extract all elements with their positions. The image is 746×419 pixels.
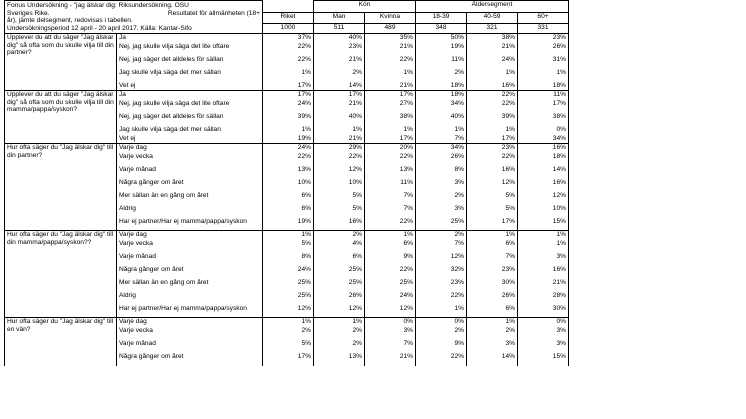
base-18-39: 348 xyxy=(416,23,467,34)
answer-label: Nej, jag skulle vilja säga det lite oftare xyxy=(119,42,230,50)
value-man: 2% xyxy=(314,231,365,240)
value-man: 6% xyxy=(314,253,365,266)
value-60plus: 3% xyxy=(518,253,569,266)
value-kvinna: 22% xyxy=(365,56,416,69)
value-kvinna: 24% xyxy=(365,292,416,305)
value-60plus: 30% xyxy=(518,305,569,318)
answer-label: Varje månad xyxy=(119,252,156,260)
value-60plus: 0% xyxy=(518,126,569,135)
value-man: 5% xyxy=(314,205,365,218)
value-40-59: 1% xyxy=(467,69,518,82)
value-60plus: 0% xyxy=(518,318,569,327)
answer-label: Mer sällan än en gång om året xyxy=(119,278,209,286)
answer-label: Varje dag xyxy=(117,318,263,327)
value-man: 26% xyxy=(314,292,365,305)
value-kvinna: 22% xyxy=(365,266,416,279)
value-riket: 25% xyxy=(263,292,314,305)
header-spacer xyxy=(263,1,314,13)
value-riket: 22% xyxy=(263,153,314,166)
info-line-1: Fonus Undersökning - "jag älskar dig: Riksundersökning. OSU xyxy=(7,2,189,9)
value-18-39: 3% xyxy=(416,179,467,192)
question-text: Upplever du att du säger "Jag älskar dig" så ofta som du skulle vilja till din partner? xyxy=(5,34,117,91)
answer-label: Har ej partner/Har ej mamma/pappa/syskon xyxy=(119,304,247,312)
value-18-39: 19% xyxy=(416,43,467,56)
value-18-39: 25% xyxy=(416,218,467,231)
value-40-59: 3% xyxy=(467,340,518,353)
value-40-59: 1% xyxy=(467,231,518,240)
answer-label: Nej, jag säger det alldeles för sällan xyxy=(119,55,224,63)
group-header-kon: Kön xyxy=(314,1,416,13)
value-kvinna: 1% xyxy=(365,126,416,135)
value-man: 1% xyxy=(314,318,365,327)
value-kvinna: 17% xyxy=(365,135,416,144)
value-kvinna: 13% xyxy=(365,166,416,179)
value-kvinna: 0% xyxy=(365,318,416,327)
value-18-39: 12% xyxy=(416,253,467,266)
value-man: 2% xyxy=(314,340,365,353)
value-60plus: 18% xyxy=(518,153,569,166)
value-kvinna: 3% xyxy=(365,327,416,340)
value-riket: 22% xyxy=(263,43,314,56)
table-row xyxy=(5,231,569,240)
value-40-59: 1% xyxy=(467,318,518,327)
value-18-39: 1% xyxy=(416,126,467,135)
answer-label: Varje månad xyxy=(119,339,156,347)
value-18-39: 32% xyxy=(416,266,467,279)
value-60plus: 1% xyxy=(518,69,569,82)
value-60plus: 16% xyxy=(518,266,569,279)
value-riket: 1% xyxy=(263,126,314,135)
value-40-59: 7% xyxy=(467,253,518,266)
value-40-59: 17% xyxy=(467,218,518,231)
value-60plus: 17% xyxy=(518,100,569,113)
answer-label: Aldrig xyxy=(119,291,136,299)
value-kvinna: 1% xyxy=(365,231,416,240)
info-line-3: år), jämte delsegment, redovisas i tabellen. xyxy=(7,17,133,25)
value-riket: 39% xyxy=(263,113,314,126)
value-kvinna: 27% xyxy=(365,100,416,113)
value-kvinna: 7% xyxy=(365,340,416,353)
value-man: 29% xyxy=(314,144,365,153)
answer-label: Några gånger om året xyxy=(119,265,184,273)
answer-label: Jag skulle vilja säga det mer sällan xyxy=(119,125,221,133)
info-line-2 xyxy=(7,10,260,18)
value-18-39: 18% xyxy=(416,82,467,91)
value-kvinna: 9% xyxy=(365,253,416,266)
value-18-39: 50% xyxy=(416,34,467,43)
value-60plus: 21% xyxy=(518,279,569,292)
value-kvinna: 7% xyxy=(365,192,416,205)
answer-label: Några gånger om året xyxy=(119,352,184,360)
value-18-39: 7% xyxy=(416,135,467,144)
value-18-39: 18% xyxy=(416,91,467,100)
value-man: 14% xyxy=(314,82,365,91)
value-riket: 10% xyxy=(263,179,314,192)
col-header-riket: Riket xyxy=(263,12,314,23)
value-60plus: 38% xyxy=(518,113,569,126)
col-header-18-39: 18-39 xyxy=(416,12,467,23)
value-18-39: 34% xyxy=(416,100,467,113)
value-40-59: 17% xyxy=(467,135,518,144)
value-riket: 6% xyxy=(263,192,314,205)
value-40-59: 2% xyxy=(467,327,518,340)
value-40-59: 22% xyxy=(467,91,518,100)
value-60plus: 1% xyxy=(518,231,569,240)
value-riket: 1% xyxy=(263,231,314,240)
question-text: Upplever du att du säger "Jag älskar dig" så ofta som du skulle vilja till din mamma/pappa/syskon? xyxy=(5,91,117,144)
value-riket: 17% xyxy=(263,353,314,366)
value-18-39: 2% xyxy=(416,69,467,82)
answer-label: Varje dag xyxy=(117,231,263,240)
value-riket: 17% xyxy=(263,91,314,100)
value-60plus: 16% xyxy=(518,144,569,153)
report-table xyxy=(4,0,569,366)
value-60plus: 34% xyxy=(518,135,569,144)
value-kvinna: 38% xyxy=(365,113,416,126)
value-40-59: 14% xyxy=(467,353,518,366)
base-riket: 1000 xyxy=(263,23,314,34)
value-18-39: 2% xyxy=(416,327,467,340)
value-riket: 24% xyxy=(263,100,314,113)
value-60plus: 12% xyxy=(518,192,569,205)
value-man: 16% xyxy=(314,218,365,231)
value-man: 17% xyxy=(314,91,365,100)
value-riket: 19% xyxy=(263,218,314,231)
value-man: 22% xyxy=(314,153,365,166)
info-line-2-right: Resultatet för allmänheten (18+ xyxy=(167,9,260,17)
answer-label: Varje vecka xyxy=(119,152,153,160)
answer-label: Vet ej xyxy=(119,81,136,89)
table-body xyxy=(5,1,569,366)
base-kvinna: 489 xyxy=(365,23,416,34)
value-60plus: 3% xyxy=(518,340,569,353)
value-40-59: 21% xyxy=(467,43,518,56)
answer-label: Nej, jag skulle vilja säga det lite oftare xyxy=(119,99,230,107)
value-riket: 8% xyxy=(263,253,314,266)
answer-label: Mer sällan än en gång om året xyxy=(119,191,209,199)
value-60plus: 1% xyxy=(518,240,569,253)
value-kvinna: 17% xyxy=(365,91,416,100)
question-text: Hur ofta säger du "Jag älskar dig" till din partner? xyxy=(5,144,117,231)
value-18-39: 23% xyxy=(416,279,467,292)
value-riket: 2% xyxy=(263,327,314,340)
table-row xyxy=(5,144,569,153)
value-40-59: 26% xyxy=(467,292,518,305)
value-kvinna: 25% xyxy=(365,279,416,292)
value-kvinna: 22% xyxy=(365,218,416,231)
value-60plus: 23% xyxy=(518,34,569,43)
value-riket: 6% xyxy=(263,205,314,218)
value-40-59: 6% xyxy=(467,305,518,318)
answer-label: Aldrig xyxy=(119,204,136,212)
value-riket: 19% xyxy=(263,135,314,144)
value-18-39: 26% xyxy=(416,153,467,166)
value-man: 40% xyxy=(314,113,365,126)
value-riket: 22% xyxy=(263,56,314,69)
value-man: 5% xyxy=(314,192,365,205)
value-60plus: 11% xyxy=(518,91,569,100)
value-60plus: 28% xyxy=(518,292,569,305)
value-40-59: 5% xyxy=(467,192,518,205)
col-header-kvinna: Kvinna xyxy=(365,12,416,23)
value-40-59: 22% xyxy=(467,153,518,166)
value-40-59: 16% xyxy=(467,82,518,91)
value-40-59: 23% xyxy=(467,266,518,279)
value-kvinna: 1% xyxy=(365,69,416,82)
value-60plus: 26% xyxy=(518,43,569,56)
value-kvinna: 11% xyxy=(365,179,416,192)
value-kvinna: 22% xyxy=(365,153,416,166)
value-18-39: 22% xyxy=(416,353,467,366)
answer-label: Ja xyxy=(117,91,263,100)
value-man: 21% xyxy=(314,56,365,69)
value-40-59: 6% xyxy=(467,240,518,253)
answer-label: Jag skulle vilja säga det mer sällan xyxy=(119,68,221,76)
value-18-39: 22% xyxy=(416,292,467,305)
report-info xyxy=(5,1,263,34)
value-60plus: 16% xyxy=(518,179,569,192)
table-row xyxy=(5,34,569,43)
answer-label: Varje vecka xyxy=(119,239,153,247)
value-riket: 12% xyxy=(263,305,314,318)
report-table-wrapper xyxy=(4,0,569,366)
value-man: 40% xyxy=(314,34,365,43)
value-18-39: 1% xyxy=(416,305,467,318)
value-man: 10% xyxy=(314,179,365,192)
value-40-59: 30% xyxy=(467,279,518,292)
value-18-39: 9% xyxy=(416,340,467,353)
col-header-man: Man xyxy=(314,12,365,23)
info-line-4: Undersökningsperiod 12 april - 20 april 2017. Källa: Kantar-Sifo xyxy=(7,24,192,32)
value-man: 21% xyxy=(314,135,365,144)
value-40-59: 23% xyxy=(467,144,518,153)
value-man: 25% xyxy=(314,279,365,292)
value-kvinna: 35% xyxy=(365,34,416,43)
group-header-alder: Åldersegment xyxy=(416,1,569,13)
value-40-59: 39% xyxy=(467,113,518,126)
value-man: 2% xyxy=(314,69,365,82)
col-header-60plus: 60+ xyxy=(518,12,569,23)
value-man: 13% xyxy=(314,353,365,366)
answer-label: Varje dag xyxy=(117,144,263,153)
value-18-39: 0% xyxy=(416,318,467,327)
value-man: 2% xyxy=(314,327,365,340)
value-60plus: 3% xyxy=(518,327,569,340)
col-header-40-59: 40-59 xyxy=(467,12,518,23)
value-60plus: 18% xyxy=(518,82,569,91)
value-40-59: 38% xyxy=(467,34,518,43)
value-18-39: 8% xyxy=(416,166,467,179)
value-60plus: 14% xyxy=(518,166,569,179)
value-man: 25% xyxy=(314,266,365,279)
base-40-59: 321 xyxy=(467,23,518,34)
answer-label: Varje vecka xyxy=(119,326,153,334)
value-40-59: 1% xyxy=(467,126,518,135)
question-text: Hur ofta säger du "Jag älskar dig" till din mamma/pappa/syskon?? xyxy=(5,231,117,318)
answer-label: Vet ej xyxy=(119,134,136,142)
base-60plus: 331 xyxy=(518,23,569,34)
value-60plus: 10% xyxy=(518,205,569,218)
value-riket: 37% xyxy=(263,34,314,43)
value-riket: 13% xyxy=(263,166,314,179)
value-man: 21% xyxy=(314,100,365,113)
value-18-39: 2% xyxy=(416,231,467,240)
value-18-39: 2% xyxy=(416,192,467,205)
value-riket: 17% xyxy=(263,82,314,91)
value-40-59: 22% xyxy=(467,100,518,113)
value-kvinna: 7% xyxy=(365,205,416,218)
table-row xyxy=(5,91,569,100)
value-40-59: 16% xyxy=(467,166,518,179)
value-riket: 1% xyxy=(263,318,314,327)
value-60plus: 31% xyxy=(518,56,569,69)
value-kvinna: 6% xyxy=(365,240,416,253)
value-riket: 24% xyxy=(263,144,314,153)
value-man: 12% xyxy=(314,305,365,318)
answer-label: Några gånger om året xyxy=(119,178,184,186)
value-kvinna: 21% xyxy=(365,82,416,91)
info-line-2-left: Sveriges Rike. xyxy=(7,9,50,17)
value-man: 23% xyxy=(314,43,365,56)
value-riket: 5% xyxy=(263,240,314,253)
value-40-59: 24% xyxy=(467,56,518,69)
value-kvinna: 21% xyxy=(365,43,416,56)
value-18-39: 40% xyxy=(416,113,467,126)
answer-label: Varje månad xyxy=(119,165,156,173)
table-row xyxy=(5,318,569,327)
value-riket: 5% xyxy=(263,340,314,353)
base-man: 511 xyxy=(314,23,365,34)
value-riket: 25% xyxy=(263,279,314,292)
value-man: 12% xyxy=(314,166,365,179)
answer-label: Nej, jag säger det alldeles för sällan xyxy=(119,112,224,120)
answer-label: Har ej partner/Har ej mamma/pappa/syskon xyxy=(119,217,247,225)
value-18-39: 7% xyxy=(416,240,467,253)
value-18-39: 11% xyxy=(416,56,467,69)
question-text: Hur ofta säger du "Jag älskar dig" till en vän? xyxy=(5,318,117,366)
value-60plus: 15% xyxy=(518,218,569,231)
value-kvinna: 20% xyxy=(365,144,416,153)
value-man: 1% xyxy=(314,126,365,135)
value-40-59: 5% xyxy=(467,205,518,218)
value-kvinna: 12% xyxy=(365,305,416,318)
answer-label: Ja xyxy=(117,34,263,43)
value-18-39: 34% xyxy=(416,144,467,153)
value-60plus: 15% xyxy=(518,353,569,366)
value-riket: 24% xyxy=(263,266,314,279)
value-man: 4% xyxy=(314,240,365,253)
value-riket: 1% xyxy=(263,69,314,82)
value-40-59: 12% xyxy=(467,179,518,192)
value-kvinna: 21% xyxy=(365,353,416,366)
value-18-39: 3% xyxy=(416,205,467,218)
